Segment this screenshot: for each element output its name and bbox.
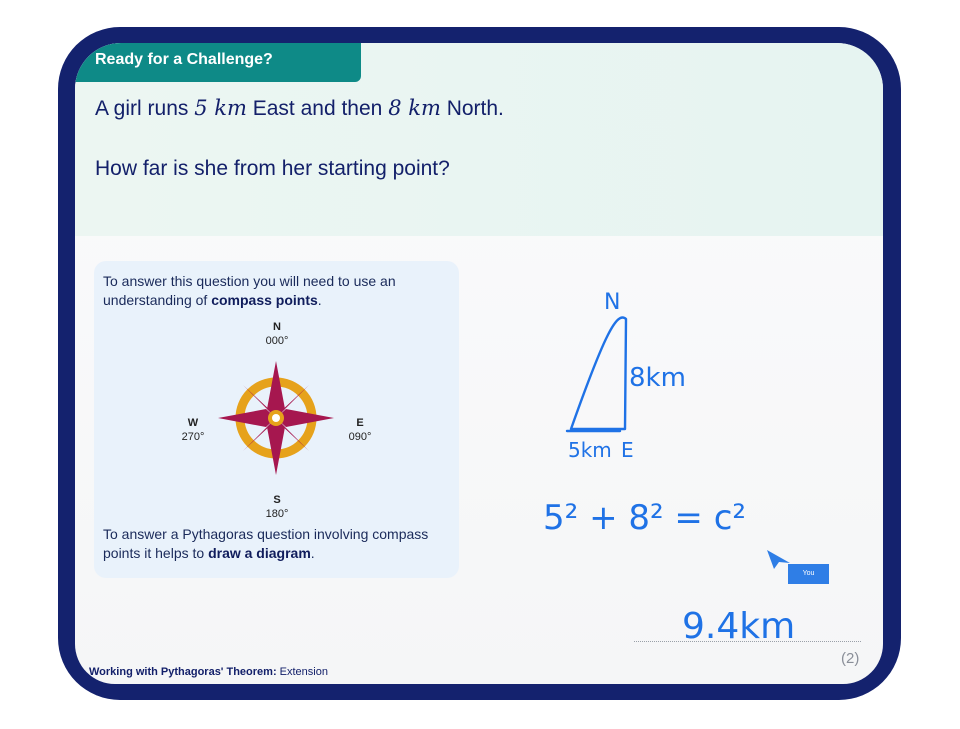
info-card [94, 261, 459, 578]
marks-label: (2) [841, 650, 860, 667]
info-text-compass: To answer this question you will need to use an understanding of compass points. [103, 273, 396, 308]
handwritten-working [505, 281, 875, 641]
distance-east: 5 km [194, 96, 247, 120]
handwritten-east: E [621, 438, 634, 462]
answer-line [634, 641, 861, 642]
compass-east-label: E 090° [348, 417, 372, 443]
triangle-diagram [571, 317, 626, 429]
handwritten-8km: 8km [629, 363, 686, 393]
handwritten-answer: 9.4km [682, 606, 796, 641]
footer-topic: Working with Pythagoras' Theorem: Extension [89, 666, 328, 678]
question-line-1: A girl runs 5 km East and then 8 km North. [95, 96, 504, 120]
compass-west-label: W 270° [181, 417, 205, 443]
compass-south-label: S 180° [265, 494, 289, 520]
question-line-2: How far is she from her starting point? [95, 157, 450, 180]
handwritten-north: N [604, 290, 621, 315]
collaborator-cursor-label: You [788, 564, 829, 584]
distance-north: 8 km [388, 96, 441, 120]
compass-north-label: N 000° [265, 321, 289, 347]
handwritten-5km: 5km [568, 438, 612, 462]
challenge-tab-label: Ready for a Challenge? [95, 51, 273, 68]
info-text-diagram: To answer a Pythagoras question involving compass points it helps to draw a diagram. [103, 526, 429, 561]
slide [75, 43, 883, 684]
challenge-tab [75, 43, 361, 82]
compass-rose-icon [201, 353, 351, 503]
handwritten-equation: 5² + 8² = c² [543, 498, 747, 538]
